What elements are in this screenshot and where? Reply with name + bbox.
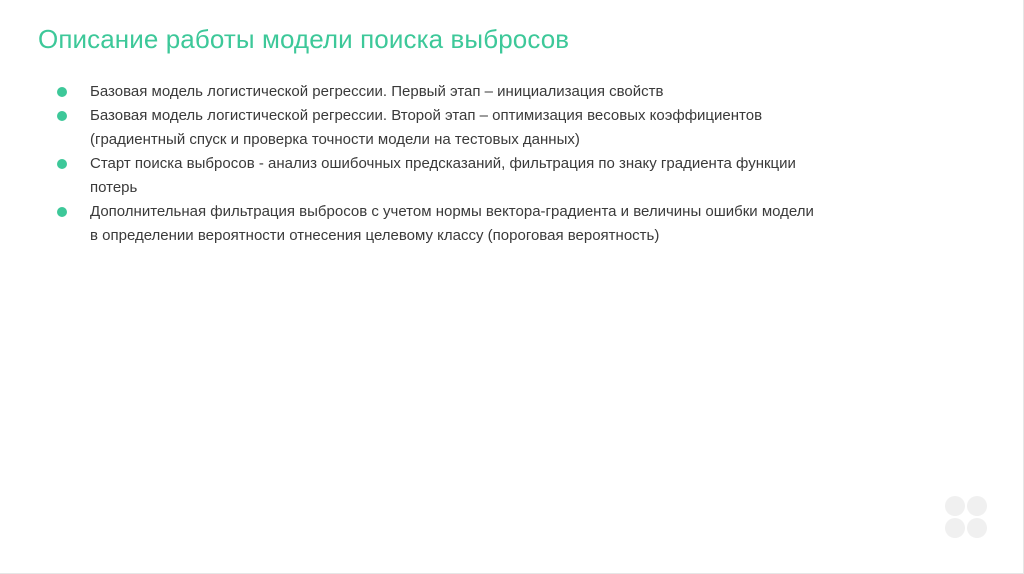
bullet-text: Старт поиска выбросов - анализ ошибочных предсказаний, фильтрация по знаку градиента функции потерь (90, 155, 796, 196)
bullet-item (56, 80, 816, 104)
bullet-item (56, 200, 816, 248)
four-circles-logo-icon (944, 495, 988, 539)
bullet-dot-icon (57, 87, 67, 97)
bullet-text: Дополнительная фильтрация выбросов с учетом нормы вектора-градиента и величины ошибки модели в определении вероятности отнесения целевому классу (пороговая вероятность) (90, 203, 814, 244)
bullet-dot-icon (57, 159, 67, 169)
slide-title: Описание работы модели поиска выбросов (38, 24, 570, 54)
bullet-list (56, 80, 816, 248)
bullet-item (56, 152, 816, 200)
bullet-dot-icon (57, 207, 67, 217)
bullet-text: Базовая модель логистической регрессии. Второй этап – оптимизация весовых коэффициентов (градиентный спуск и проверка точности модели на тестовых данных) (90, 107, 763, 148)
bullet-item (56, 104, 816, 152)
bullet-dot-icon (57, 111, 67, 121)
bullet-text: Базовая модель логистической регрессии. Первый этап – инициализация свойств (90, 83, 664, 100)
